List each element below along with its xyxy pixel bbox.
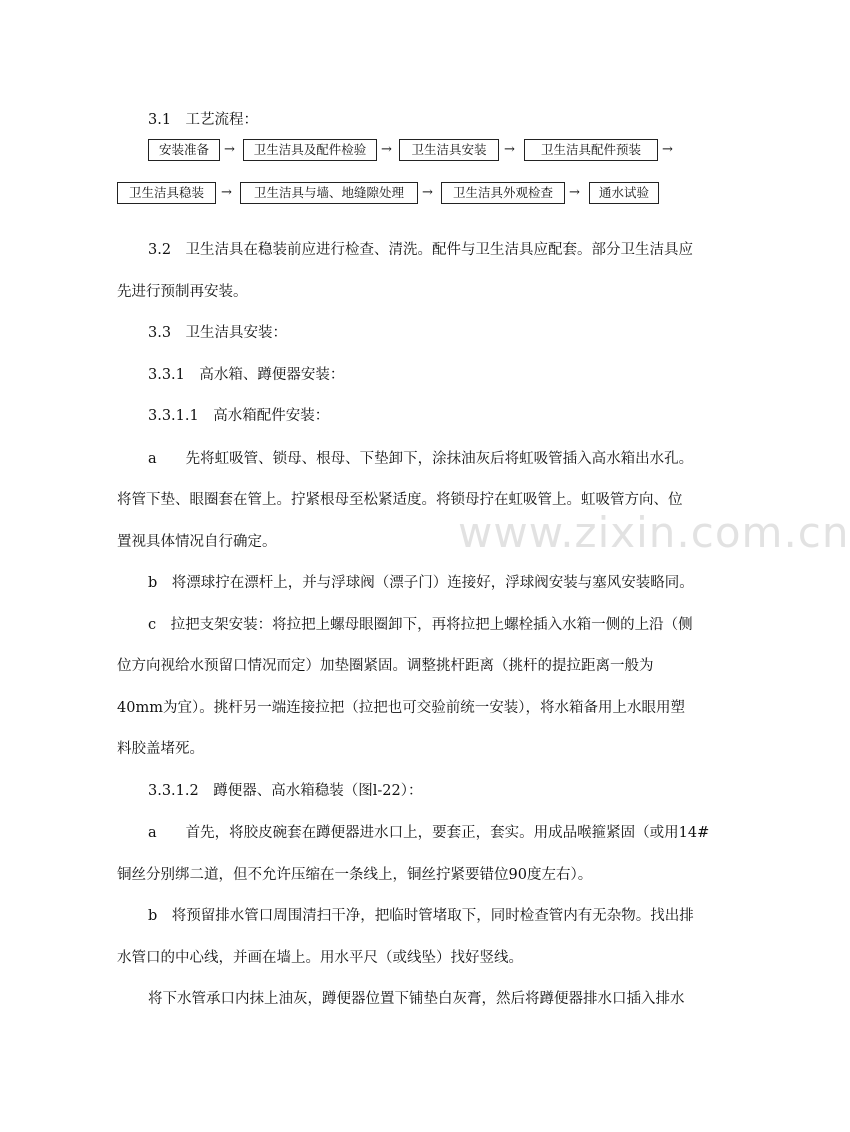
paragraph-a1-line-2: 将管下垫、眼圈套在管上。拧紧根母至松紧适度。将锁母拧在虹吸管上。虹吸管方向、位 (117, 492, 683, 508)
paragraph-b1: b 将漂球拧在漂杆上，并与浮球阀（漂子门）连接好，浮球阀安装与塞风安装略同。 (148, 575, 694, 591)
paragraph-a2-line-1: a 首先，将胶皮碗套在蹲便器进水口上，要套正，套实。用成品喉箍紧固（或用14# (148, 825, 710, 841)
flow-arrow: → (504, 142, 515, 157)
paragraph-b2-line-2: 水管口的中心线，并画在墙上。用水平尺（或线坠）找好竖线。 (117, 950, 523, 966)
paragraph-3-2-line-2: 先进行预制再安装。 (117, 284, 248, 300)
flow-box-4: 卫生洁具配件预装 (524, 139, 658, 161)
heading-3-3: 3.3 卫生洁具安装： (148, 325, 288, 341)
heading-3-3-1-2: 3.3.1.2 蹲便器、高水箱稳装（图l-22）： (148, 783, 423, 799)
paragraph-a1-line-1: a 先将虹吸管、锁母、根母、下垫卸下，涂抹油灰后将虹吸管插入高水箱出水孔。 (148, 451, 694, 467)
paragraph-a1-line-3: 置视具体情况自行确定。 (117, 534, 277, 550)
paragraph-b2-line-1: b 将预留排水管口周围清扫干净，把临时管堵取下，同时检查管内有无杂物。找出排 (148, 908, 694, 924)
flow-box-3: 卫生洁具安装 (399, 139, 499, 161)
watermark-text: www.zixin.com.cn (458, 508, 850, 557)
flow-box-5: 卫生洁具稳装 (117, 182, 216, 204)
heading-3-3-1-1: 3.3.1.1 高水箱配件安装： (148, 408, 330, 424)
heading-3-1: 3.1 工艺流程： (148, 112, 259, 128)
paragraph-last: 将下水管承口内抹上油灰，蹲便器位置下铺垫白灰膏，然后将蹲便器排水口插入排水 (148, 991, 685, 1007)
flow-arrow: → (221, 185, 232, 200)
paragraph-c1-line-2: 位方向视给水预留口情况而定）加垫圈紧固。调整挑杆距离（挑杆的提拉距离一般为 (117, 658, 654, 674)
flow-arrow: → (569, 185, 580, 200)
heading-3-3-1: 3.3.1 高水箱、蹲便器安装： (148, 367, 345, 383)
flow-box-2: 卫生洁具及配件检验 (243, 139, 377, 161)
flow-box-6: 卫生洁具与墙、地缝隙处理 (240, 182, 418, 204)
flow-arrow: → (662, 142, 673, 157)
paragraph-3-2-line-1: 3.2 卫生洁具在稳装前应进行检查、清洗。配件与卫生洁具应配套。部分卫生洁具应 (148, 242, 694, 258)
flow-box-7: 卫生洁具外观检查 (441, 182, 565, 204)
paragraph-c1-line-1: c 拉把支架安装：将拉把上螺母眼圈卸下，再将拉把上螺栓插入水箱一侧的上沿（侧 (148, 617, 693, 633)
paragraph-c1-line-3: 40mm为宜）。挑杆另一端连接拉把（拉把也可交验前统一安装），将水箱备用上水眼用塑 (117, 700, 685, 716)
flow-box-8: 通水试验 (589, 182, 659, 204)
paragraph-a2-line-2: 铜丝分别绑二道，但不允许压缩在一条线上，铜丝拧紧要错位90度左右）。 (117, 867, 593, 883)
flow-arrow: → (422, 185, 433, 200)
flow-arrow: → (381, 142, 392, 157)
paragraph-c1-line-4: 料胶盖堵死。 (117, 741, 204, 757)
flow-arrow: → (224, 142, 235, 157)
flow-box-1: 安装准备 (148, 139, 220, 161)
